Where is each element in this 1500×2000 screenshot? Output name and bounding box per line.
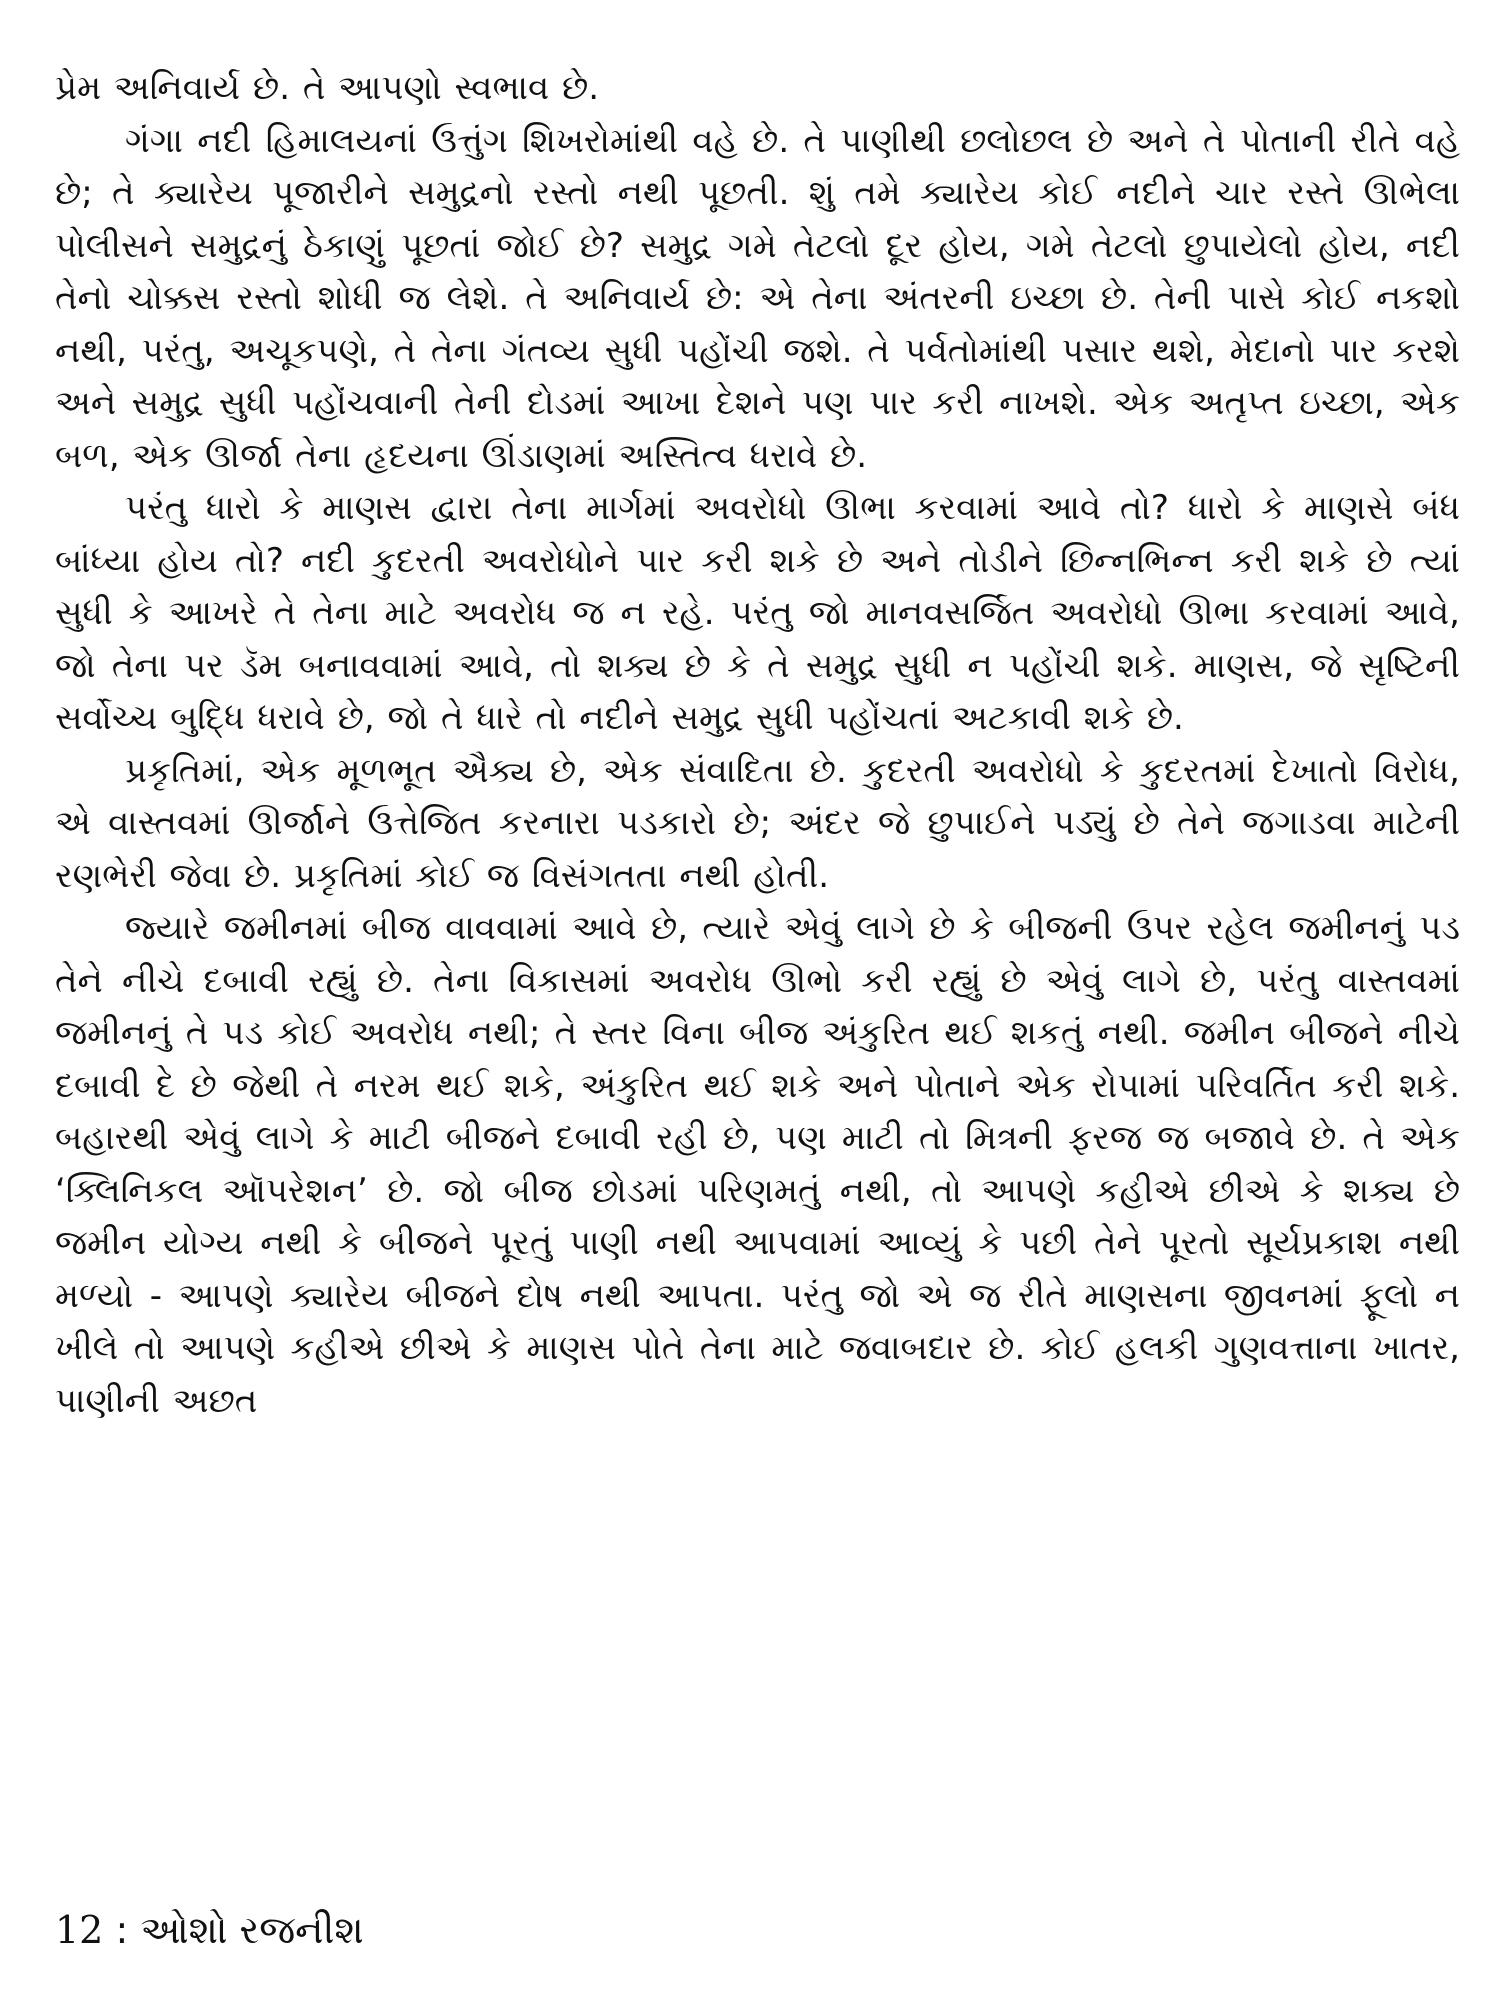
page-number: 12: [55, 1908, 104, 1952]
page-footer: [55, 1905, 364, 1955]
paragraph-2: ગંગા નદી હિમાલયનાં ઉત્તુંગ શિખરોમાંથી વહે છે. તે પાણીથી છલોછલ છે અને તે પોતાની રીતે વહે છે; તે ક્યારેય પૂજારીને સમુદ્રનો રસ્તો નથી પૂછતી. શું તમે ક્યારેય કોઈ નદીને ચાર રસ્તે ઊભેલા પોલીસને સમુદ્રનું ઠેકાણું પૂછતાં જોઈ છે? સમુદ્ર ગમે તેટલો દૂર હોય, ગમે તેટલો છુપાયેલો હોય, નદી તેનો ચોક્કસ રસ્તો શોધી જ લેશે. તે અનિવાર્ય છે: એ તેના અંતરની ઇચ્છા છે. તેની પાસે કોઈ નકશો નથી, પરંતુ, અચૂકપણે, તે તેના ગંતવ્ય સુધી પહોંચી જશે. તે પર્વતોમાંથી પસાર થશે, મેદાનો પાર કરશે અને સમુદ્ર સુધી પહોંચવાની તેની દોડમાં આખા દેશને પણ પાર કરી નાખશે. એક અતૃપ્ત ઇચ્છા, એક બળ, એક ઊર્જા તેના હૃદયના ઊંડાણમાં અસ્તિત્વ ધરાવે છે.: [55, 120, 1460, 476]
page-body: [55, 62, 1460, 1427]
paragraph-3: પરંતુ ધારો કે માણસ દ્વારા તેના માર્ગમાં અવરોધો ઊભા કરવામાં આવે તો? ધારો કે માણસે બંધ બાંધ્યા હોય તો? નદી કુદરતી અવરોધોને પાર કરી શકે છે અને તોડીને છિન્નભિન્ન કરી શકે છે ત્યાં સુધી કે આખરે તે તેના માટે અવરોધ જ ન રહે. પરંતુ જો માનવસર્જિત અવરોધો ઊભા કરવામાં આવે, જો તેના પર ડૅમ બનાવવામાં આવે, તો શક્ય છે કે તે સમુદ્ર સુધી ન પહોંચી શકે. માણસ, જે સૃષ્ટિની સર્વોચ્ચ બુદ્ધિ ધરાવે છે, જો તે ધારે તો નદીને સમુદ્ર સુધી પહોંચતાં અટકાવી શકે છે.: [55, 488, 1460, 738]
paragraph-1: પ્રેમ અનિવાર્ય છે. તે આપણો સ્વભાવ છે.: [55, 68, 600, 108]
paragraph-4: પ્રકૃતિમાં, એક મૂળભૂત ઐક્ય છે, એક સંવાદિતા છે. કુદરતી અવરોધો કે કુદરતમાં દેખાતો વિરોધ, એ વાસ્તવમાં ઊર્જાને ઉત્તેજિત કરનારા પડકારો છે; અંદર જે છુપાઈને પડ્યું છે તેને જગાડવા માટેની રણભેરી જેવા છે. પ્રકૃતિમાં કોઈ જ વિસંગતતા નથી હોતી.: [55, 750, 1460, 896]
paragraph-5: જ્યારે જમીનમાં બીજ વાવવામાં આવે છે, ત્યારે એવું લાગે છે કે બીજની ઉપર રહેલ જમીનનું પડ તેને નીચે દબાવી રહ્યું છે. તેના વિકાસમાં અવરોધ ઊભો કરી રહ્યું છે એવું લાગે છે, પરંતુ વાસ્તવમાં જમીનનું તે પડ કોઈ અવરોધ નથી; તે સ્તર વિના બીજ અંકુરિત થઈ શકતું નથી. જમીન બીજને નીચે દબાવી દે છે જેથી તે નરમ થઈ શકે, અંકુરિત થઈ શકે અને પોતાને એક રોપામાં પરિવર્તિત કરી શકે. બહારથી એવું લાગે કે માટી બીજને દબાવી રહી છે, પણ માટી તો મિત્રની ફરજ જ બજાવે છે. તે એક ‘ક્લિનિકલ ઑપરેશન’ છે. જો બીજ છોડમાં પરિણમતું નથી, તો આપણે કહીએ છીએ કે શક્ય છે જમીન યોગ્ય નથી કે બીજને પૂરતું પાણી નથી આપવામાં આવ્યું કે પછી તેને પૂરતો સૂર્યપ્રકાશ નથી મળ્યો - આપણે ક્યારેય બીજને દોષ નથી આપતા. પરંતુ જો એ જ રીતે માણસના જીવનમાં ફૂલો ન ખીલે તો આપણે કહીએ છીએ કે માણસ પોતે તેના માટે જવાબદાર છે. કોઈ હલકી ગુણવત્તાના ખાતર, પાણીની અછત: [55, 908, 1460, 1421]
footer-author: ઓશો રજનીશ: [140, 1908, 364, 1952]
footer-separator: :: [103, 1908, 141, 1952]
